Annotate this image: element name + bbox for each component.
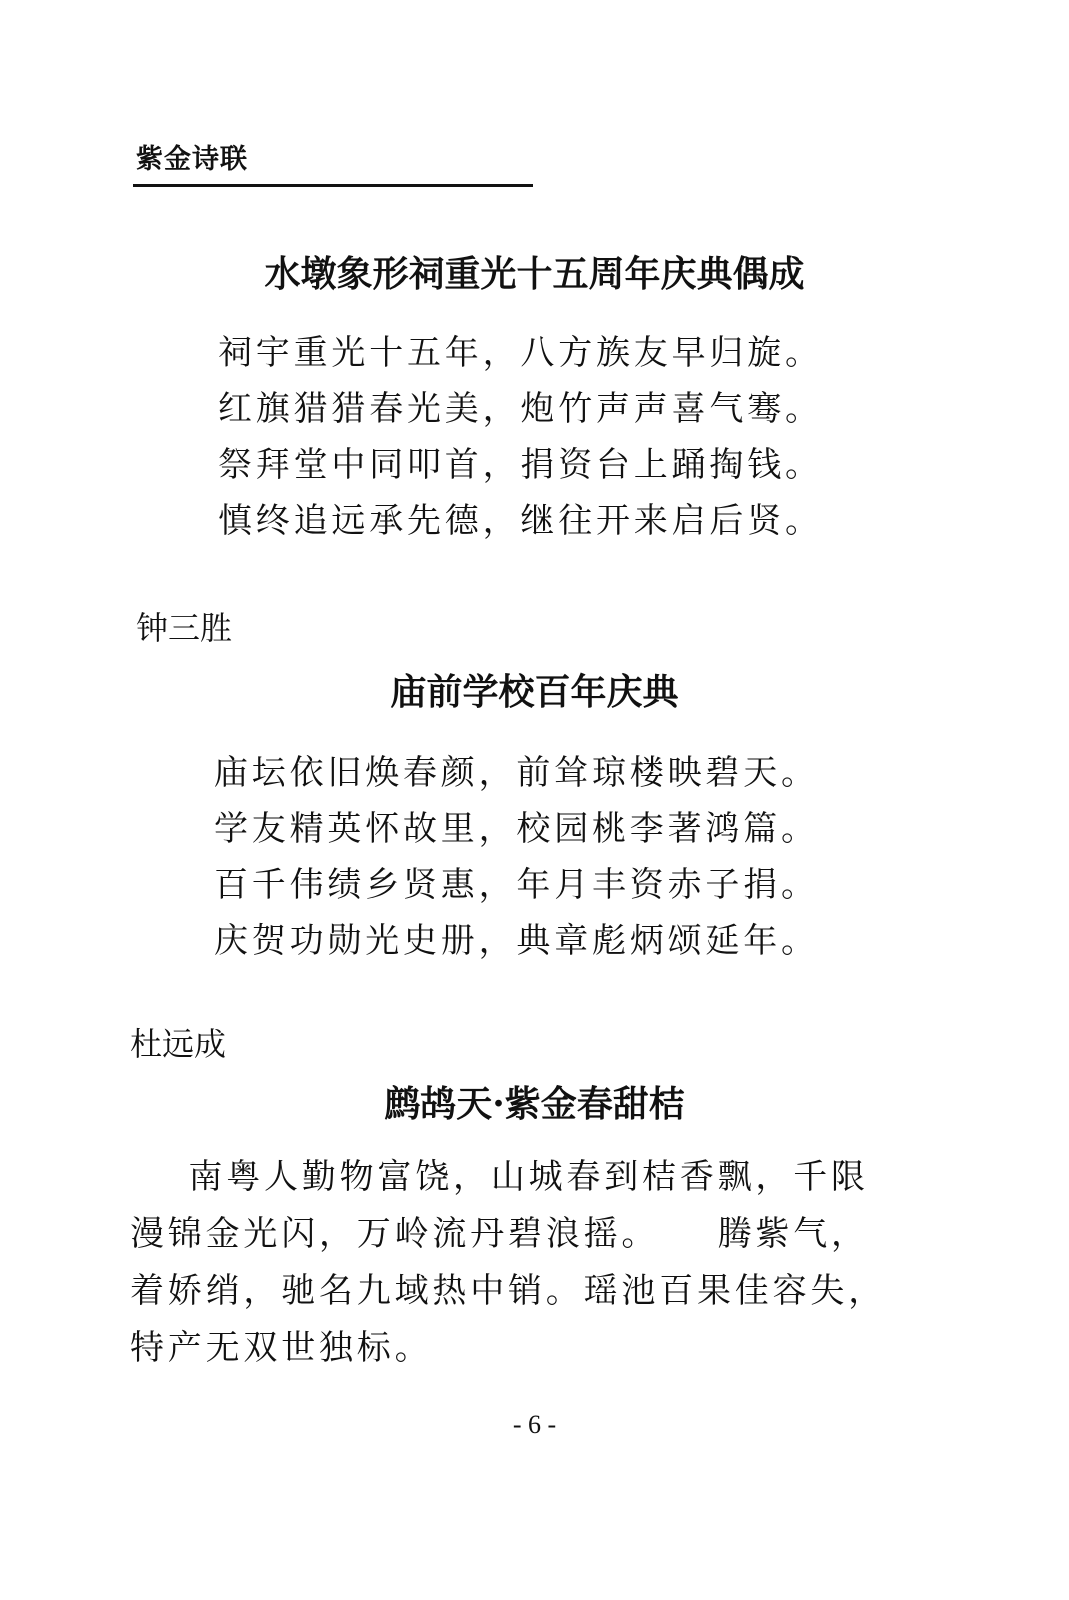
verse-line: 祭拜堂中同叩首，捐资台上踊掏钱。 (218, 445, 823, 485)
ci-line: 特产无双世独标。 (130, 1328, 433, 1368)
poem-title: 庙前学校百年庆典 (390, 671, 679, 713)
verse-line: 祠宇重光十五年，八方族友早归旋。 (218, 333, 823, 373)
ci-line: 着娇绡，驰名九域热中销。瑶池百果佳容失， (130, 1271, 886, 1311)
ci-line: 漫锦金光闪，万岭流丹碧浪摇。 腾紫气， (130, 1214, 869, 1254)
header-underline (133, 184, 533, 187)
poem-title: 水墩象形祠重光十五周年庆典偶成 (264, 253, 805, 295)
verse-line: 红旗猎猎春光美，炮竹声声喜气骞。 (218, 389, 823, 429)
page-number: - 6 - (512, 1410, 557, 1439)
verse-line: 庆贺功勋光史册，典章彪炳颂延年。 (214, 921, 819, 961)
verse-line: 学友精英怀故里，校园桃李著鸿篇。 (214, 809, 819, 849)
ci-body (130, 1157, 930, 1388)
poem-author: 钟三胜 (136, 609, 233, 647)
verse-line: 百千伟绩乡贤惠，年月丰资赤子捐。 (214, 865, 819, 905)
poem-title: 鹧鸪天·紫金春甜桔 (384, 1083, 685, 1125)
verse-line: 庙坛依旧焕春颜，前耸琼楼映碧天。 (214, 753, 819, 793)
running-header-title: 紫金诗联 (136, 144, 248, 175)
verse-line: 慎终追远承先德，继往开来启后贤。 (218, 501, 823, 541)
poem-author: 杜远成 (130, 1025, 227, 1063)
ci-line: 南粤人勤物富饶，山城春到桔香飘，千限 (130, 1157, 869, 1197)
